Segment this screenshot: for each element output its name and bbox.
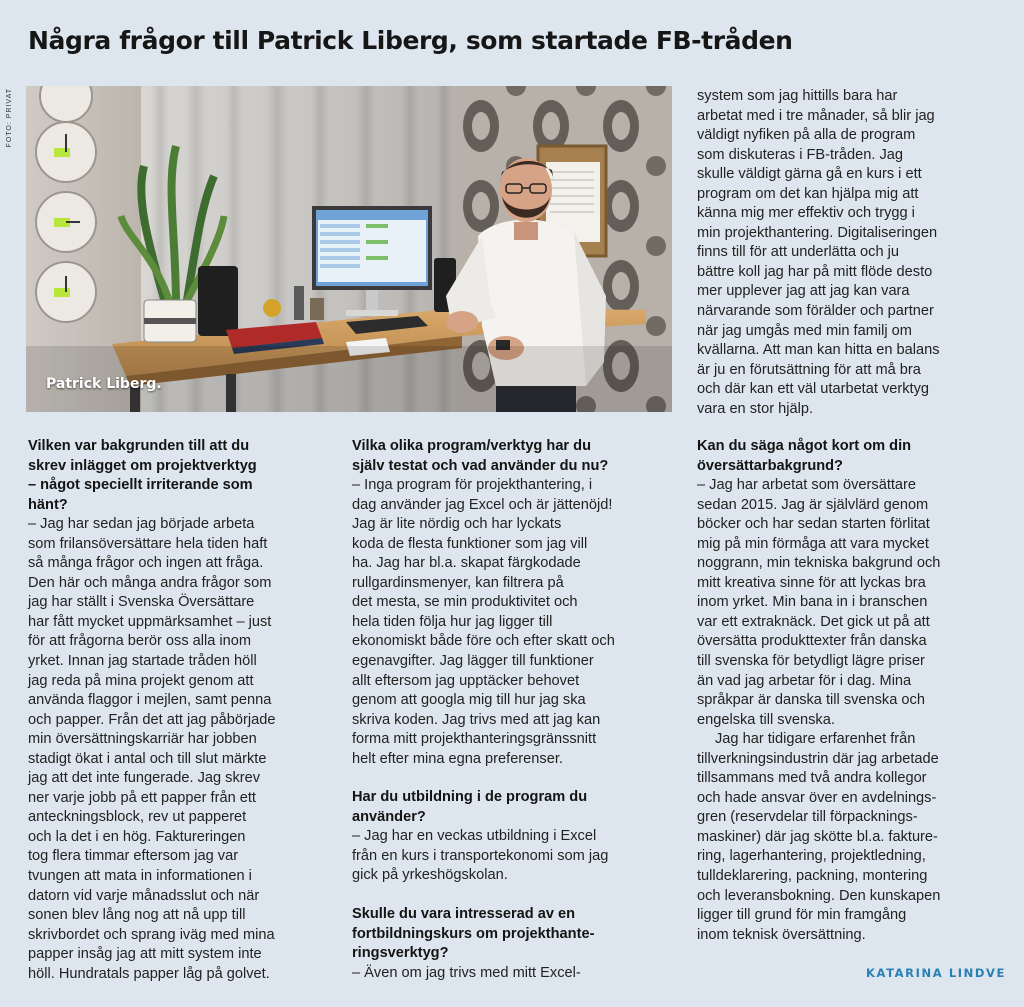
text-line: rullgardinsmenyer, kan filtrera på [352,574,564,591]
text-line: mer upplever jag att jag kan vara [697,283,910,300]
text-line: jag att det inte fungerade. Jag skrev [28,770,261,787]
question-heading: själv testat och vad använder du nu? [352,457,609,474]
text-line: ner varje jobb på ett papper från ett [28,789,256,806]
text-line: som diskuteras i FB-tråden. Jag [697,146,904,163]
text-line: och där kan ett väl utarbetat verktyg [697,381,930,398]
text-line: kvällarna. Att man kan hitta en balans [697,342,940,359]
text-line: som frilansöversättare hela tiden haft [28,535,268,552]
text-line: egenavgifter. Jag lägger till funktioner [352,653,594,670]
text-line: använda flaggor i mejlen, samt penna [28,692,272,709]
text-line: arbetat med i tre månader, så blir jag [697,107,935,124]
text-line: var ett extraknäck. Det gick ut på att [697,613,930,630]
column-3-top [697,87,997,419]
article-photo [26,86,672,412]
text-line: tulldeklarering, packning, montering [697,868,928,885]
photo-credit: FOTO: PRIVAT [6,88,13,148]
text-line: – Inga program för projekthantering, i [352,477,593,494]
text-line: jag har ställt i Svenska Översättare [28,594,255,611]
text-line: är ju en förutsättning för att må bra [697,361,921,378]
text-line: – Även om jag trivs med mitt Excel- [352,964,581,981]
text-line: närvarande som förälder och partner [697,303,934,320]
text-line: mig på min förmåga att vara mycket [697,535,929,552]
question-heading: Vilken var bakgrunden till att du [28,438,250,454]
text-line: bättre koll jag har på mitt flöde desto [697,263,933,280]
text-line: till svenska för betydligt lägre priser [697,653,925,670]
text-line: har fått mycket uppmärksamhet – just [28,613,272,630]
text-line: maskiner) där jag skötte bl.a. fakture- [697,828,938,845]
text-line: genom att googla mig till hur jag ska [352,692,586,709]
page-title: Några frågor till Patrick Liberg, som startade FB-tråden [28,26,793,55]
text-line: vara en stor hjälp. [697,400,814,417]
text-line: dag använder jag Excel och är jättenöjd! [352,496,613,513]
question-heading: Skulle du vara intresserad av en [352,906,576,923]
text-line: Jag är lite nördig och har lyckats [352,516,562,533]
question-heading: Har du utbildning i de program du [352,789,588,806]
photo-caption: Patrick Liberg. [46,376,162,392]
column-3 [697,437,997,945]
text-line: böcker och har sedan starten förlitat [697,516,930,533]
text-line: hela tiden följa hur jag ligger till [352,613,553,630]
text-line: och la det i en hög. Faktureringen [28,828,246,845]
text-line: papper insåg jag att mitt system inte [28,946,262,963]
text-line: datorn vid varje månadsslut och när [28,887,260,904]
text-line: tvungen att mata in informationen i [28,868,252,885]
text-line: gick på yrkeshögskolan. [352,867,508,884]
text-line: än vad jag arbetar för i dag. Mina [697,672,912,689]
text-line: översätta produkttexter från danska [697,633,927,650]
text-line: finns till för att underlätta och ju [697,244,899,261]
text-line: för att frågorna berör oss alla inom [28,633,252,650]
question-heading: fortbildningskurs om projekthante- [352,925,595,942]
text-line: skriva koden. Jag trivs med att jag kan [352,711,601,728]
author-byline: KATARINA LINDVE [866,966,1006,980]
text-line: det mesta, se min produktivitet och [352,594,578,611]
text-line: ring, lagerhantering, projektledning, [697,848,926,865]
text-line: program om det kan hjälpa mig att [697,185,919,202]
text-line: – Jag har arbetat som översättare [697,477,917,494]
text-line: allt eftersom jag upptäcker behovet [352,672,580,689]
text-line: och papper. Från det att jag påbörjade [28,711,276,728]
text-line: sonen blev lång nog att nå upp till [28,907,246,924]
text-line: väldigt nyfiken på alla de program [697,127,916,144]
text-line: tog flera timmar eftersom jag var [28,848,239,865]
text-line: koda de flesta funktioner som jag vill [352,535,588,552]
text-line: Jag har tidigare erfarenhet från [715,731,916,748]
text-line: inom yrket. Min bana in i branschen [697,594,928,611]
text-line: gren (reservdelar till förpacknings- [697,809,918,826]
text-line: höll. Hundratals papper låg på golvet. [28,965,270,982]
text-line: forma mitt projekthanteringsgränssnitt [352,731,597,748]
text-line: så många frågor och ingen att fråga. [28,555,264,572]
text-line: när jag umgås med min familj om [697,322,912,339]
text-line: min projekthantering. Digitaliseringen [697,224,938,241]
text-line: ha. Jag har bl.a. skapat färgkodade [352,555,581,572]
text-line: och leveransbokning. Den kunskapen [697,887,941,904]
text-line: sedan 2015. Jag är självlärd genom [697,496,929,513]
photo-illustration [26,86,672,412]
text-line: ligger till grund för min framgång [697,907,907,924]
text-line: tillsammans med två andra kollegor [697,770,927,787]
text-line: anteckningsblock, rev ut papperet [28,809,247,826]
text-line: känna mig mer effektiv och trygg i [697,205,915,222]
text-line: – Jag har en veckas utbildning i Excel [352,828,597,845]
column-2 [352,437,672,983]
text-line: tillverkningsindustrin där jag arbetade [697,750,939,767]
text-line: skrivbordet och sprang iväg med mina [28,926,275,943]
text-line: stadigt ökat i antal och till slut märkte [28,750,267,767]
question-heading: – något speciellt irriterande som [28,477,253,494]
question-heading: skrev inlägget om projektverktyg [28,457,257,474]
text-line: inom teknisk översättning. [697,926,866,943]
question-heading: hänt? [28,496,68,513]
question-heading: översättarbakgrund? [697,457,843,474]
text-line: system som jag hittills bara har [697,88,898,104]
text-line: skulle väldigt gärna gå en kurs i ett [697,166,922,183]
question-heading: Vilka olika program/verktyg har du [352,438,591,454]
text-line: engelska till svenska. [697,711,835,728]
text-line: yrket. Innan jag startade tråden höll [28,653,257,670]
text-line: min översättningskarriär har jobben [28,731,257,748]
text-line: noggrann, min tekniska bakgrund och [697,555,941,572]
text-line: – Jag har sedan jag började arbeta [28,516,255,533]
text-line: språkpar är danska till svenska och [697,692,925,709]
text-line: från en kurs i transportekonomi som jag [352,847,609,864]
text-line: och hade ansvar över en avdelnings- [697,789,937,806]
text-line: ekonomiskt både före och efter skatt och [352,633,615,650]
text-line: mitt kreativa sinne för att lyckas bra [697,574,926,591]
text-line: jag reda på mina projekt genom att [28,672,254,689]
text-line: helt efter mina egna preferenser. [352,750,563,767]
question-heading: Kan du säga något kort om din [697,438,912,454]
question-heading: använder? [352,808,426,825]
column-1 [28,437,338,984]
question-heading: ringsverktyg? [352,945,449,962]
text-line: Den här och många andra frågor som [28,574,272,591]
